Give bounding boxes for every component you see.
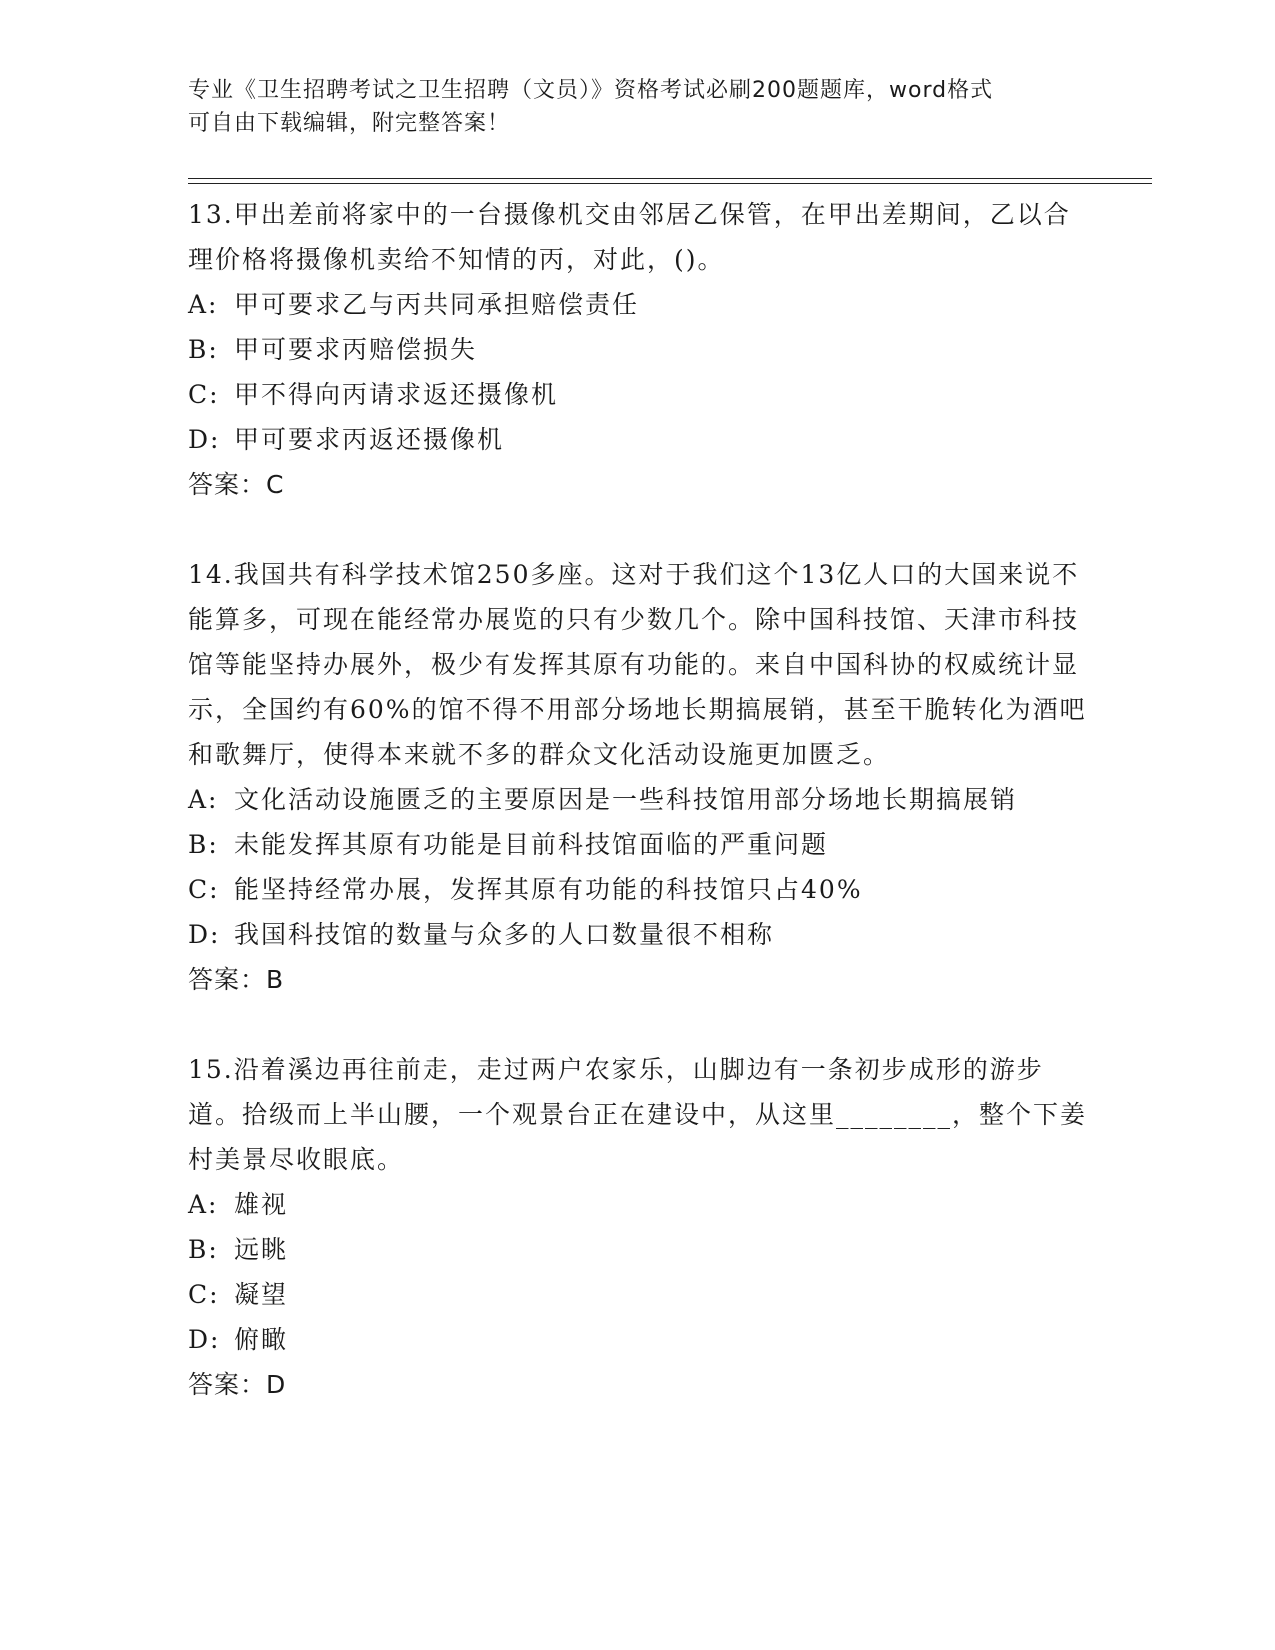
question-stem: 14.我国共有科学技术馆250多座。这对于我们这个13亿人口的大国来说不能算多，可现在能经常办展览的只有少数几个。除中国科技馆、天津市科技馆等能坚持办展外，极少有发挥其原有功能的。来自中国科协的权威统计显示，全国约有60%的馆不得不用部分场地长期搞展销，甚至干脆转化为酒吧和歌舞厅，使得本来就不多的群众文化活动设施更加匮乏。 [188,560,1087,769]
option-a [188,777,1088,822]
option-key: C: [188,1280,220,1309]
option-b [188,1227,1088,1272]
option-key: C: [188,875,220,904]
option-key: D: [188,920,221,949]
option-key: A: [188,1190,219,1219]
option-text: 能坚持经常办展，发挥其原有功能的科技馆只占40% [234,875,863,904]
option-text: 远眺 [234,1235,289,1264]
option-c [188,867,1088,912]
answer-line: 答案：B [188,965,285,994]
option-text: 甲不得向丙请求返还摄像机 [234,380,559,409]
question-stem: 13.甲出差前将家中的一台摄像机交由邻居乙保管，在甲出差期间，乙以合理价格将摄像机卖给不知情的丙，对此，()。 [188,200,1071,274]
option-text: 甲可要求丙赔偿损失 [234,335,478,364]
question-list [188,192,1088,1407]
option-text: 我国科技馆的数量与众多的人口数量很不相称 [234,920,775,949]
option-a [188,1182,1088,1227]
option-key: A: [188,785,219,814]
answer-line: 答案：D [188,1370,287,1399]
option-text: 雄视 [234,1190,289,1219]
option-d [188,1317,1088,1362]
option-key: B: [188,1235,219,1264]
option-b [188,327,1088,372]
option-key: C: [188,380,220,409]
question-15 [188,1047,1088,1407]
question-stem: 15.沿着溪边再往前走，走过两户农家乐，山脚边有一条初步成形的游步道。拾级而上半山腰，一个观景台正在建设中，从这里________，整个下姜村美景尽收眼底。 [188,1055,1088,1174]
option-key: D: [188,425,221,454]
option-c [188,372,1088,417]
option-key: D: [188,1325,221,1354]
option-key: A: [188,290,219,319]
answer-line: 答案：C [188,470,285,499]
option-text: 凝望 [234,1280,289,1309]
option-c [188,1272,1088,1317]
header-divider-bottom [188,183,1152,184]
option-b [188,822,1088,867]
option-text: 文化活动设施匮乏的主要原因是一些科技馆用部分场地长期搞展销 [234,785,1018,814]
option-text: 甲可要求丙返还摄像机 [234,425,505,454]
header-divider-top [188,178,1152,179]
question-14 [188,552,1088,1002]
option-d [188,912,1088,957]
page-header [188,74,1068,140]
option-key: B: [188,830,219,859]
header-title-line-2: 可自由下载编辑，附完整答案！ [188,111,511,136]
option-text: 甲可要求乙与丙共同承担赔偿责任 [234,290,640,319]
option-a [188,282,1088,327]
option-text: 未能发挥其原有功能是目前科技馆面临的严重问题 [234,830,829,859]
question-13 [188,192,1088,507]
header-title-line-1: 专业《卫生招聘考试之卫生招聘（文员）》资格考试必刷200题题库，word格式 [188,78,994,103]
option-key: B: [188,335,219,364]
option-text: 俯瞰 [234,1325,289,1354]
option-d [188,417,1088,462]
